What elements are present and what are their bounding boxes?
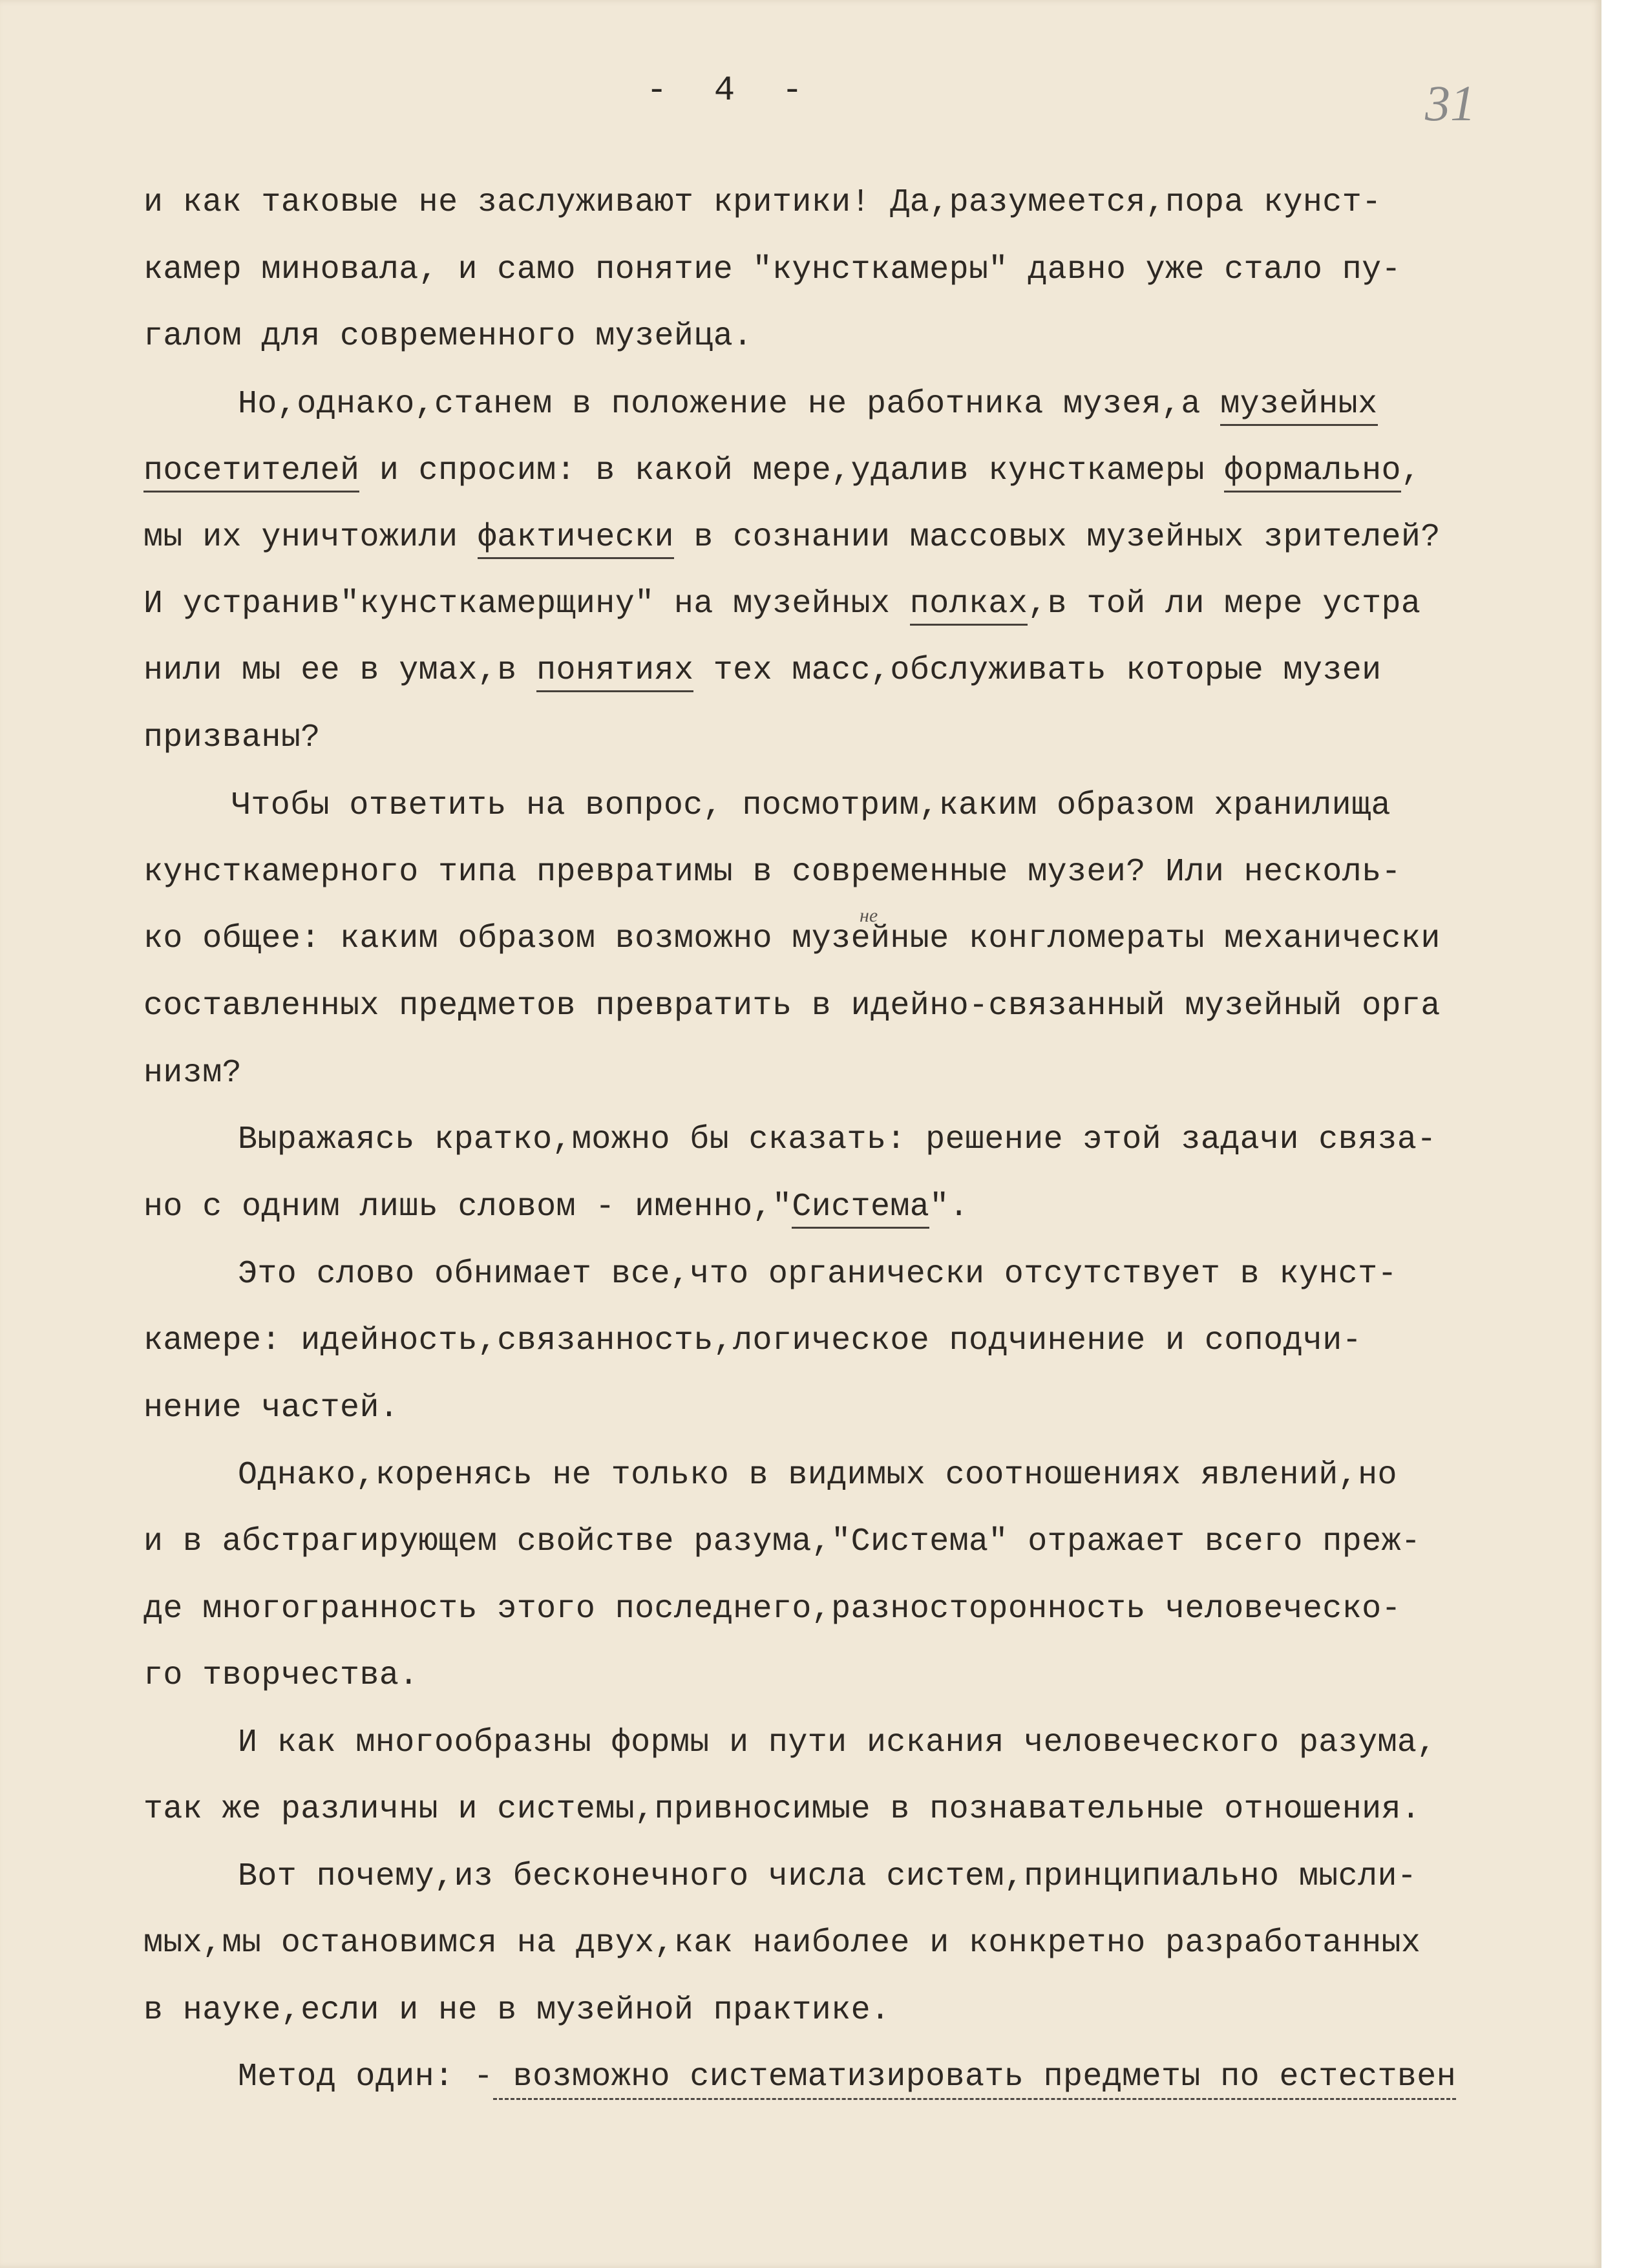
text-line: нили мы ее в умах,в понятиях тех масс,обслуживать которые музеи: [143, 652, 1382, 689]
underlined-word: фактически: [478, 519, 674, 559]
text-line: И устранив"кунсткамерщину" на музейных полках,в той ли мере устра: [143, 586, 1421, 622]
text-line: де многогранность этого последнего,разносторонность человеческо-: [143, 1591, 1401, 1627]
handwritten-annotation: не: [860, 905, 878, 926]
text-line: и как таковые не заслуживают критики! Да,разумеется,пора кунст-: [143, 184, 1382, 221]
text-line: ко общее: каким образом возможно музейные конгломераты механически: [143, 920, 1441, 957]
underlined-word: понятиях: [536, 652, 693, 692]
underlined-word: Система: [792, 1189, 929, 1229]
text-line: камер миновала, и само понятие "кунсткамеры" давно уже стало пу-: [143, 251, 1401, 288]
pencil-underlined-phrase: возможно систематизировать предметы по естествен: [493, 2059, 1456, 2100]
text-line: Вот почему,из бесконечного числа систем,принципиально мысли-: [238, 1858, 1417, 1895]
text-line: но с одним лишь словом - именно,"Система".: [143, 1189, 969, 1225]
folio-number: 31: [1425, 75, 1475, 131]
text-line: Метод один: - возможно систематизировать предметы по естествен: [238, 2059, 1456, 2095]
text-line: посетителей и спросим: в какой мере,удалив кунсткамеры формально,: [143, 452, 1421, 489]
text-line: призваны?: [143, 719, 321, 756]
text-line: Это слово обнимает все,что органически отсутствует в кунст-: [238, 1256, 1397, 1293]
text-line: И как многообразны формы и пути искания человеческого разума,: [238, 1724, 1437, 1761]
underlined-word: музейных: [1220, 386, 1377, 426]
text-line: Чтобы ответить на вопрос, посмотрим,каким образом хранилища: [231, 787, 1391, 824]
text-line: и в абстрагирующем свойстве разума,"Система" отражает всего преж-: [143, 1523, 1421, 1560]
page-number: - 4 -: [646, 71, 816, 111]
text-line: го творчества.: [143, 1657, 419, 1694]
underlined-word: формально: [1224, 452, 1401, 493]
underlined-word: полках: [910, 586, 1028, 626]
text-line: мых,мы остановимся на двух,как наиболее и конкретно разработанных: [143, 1925, 1421, 1962]
text-line: составленных предметов превратить в идейно-связанный музейный орга: [143, 988, 1441, 1024]
text-line: кунсткамерного типа превратимы в современные музеи? Или несколь-: [143, 854, 1401, 891]
text-line: мы их уничтожили фактически в сознании массовых музейных зрителей?: [143, 519, 1441, 556]
text-line: так же различны и системы,привносимые в познавательные отношения.: [143, 1791, 1421, 1828]
text-line: Но,однако,станем в положение не работника музея,а музейных: [238, 386, 1378, 423]
text-line: Выражаясь кратко,можно бы сказать: решение этой задачи связа-: [238, 1121, 1437, 1158]
text-line: низм?: [143, 1055, 242, 1092]
underlined-word: посетителей: [143, 452, 359, 493]
text-line: нение частей.: [143, 1390, 399, 1426]
text-line: Однако,коренясь не только в видимых соотношениях явлений,но: [238, 1457, 1397, 1494]
scan-margin: [1601, 0, 1648, 2268]
text-line: галом для современного музейца.: [143, 318, 753, 355]
text-line: в науке,если и не в музейной практике.: [143, 1992, 891, 2029]
text-line: камере: идейность,связанность,логическое подчинение и соподчи-: [143, 1322, 1362, 1359]
